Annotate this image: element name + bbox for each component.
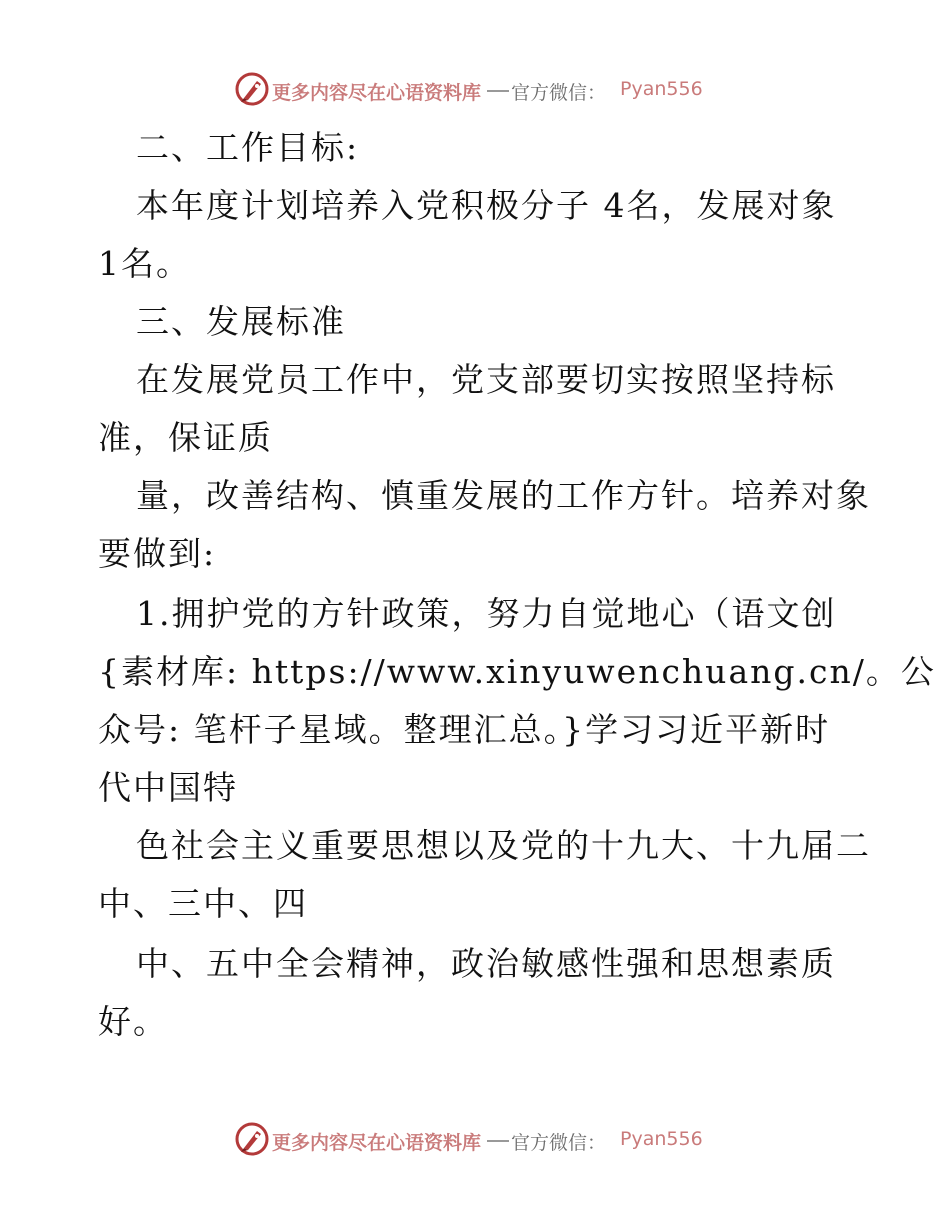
paragraph-line: 好。 [98, 1002, 168, 1041]
section-heading-goals: 二、工作目标: [136, 128, 360, 167]
section-heading-standards: 三、发展标准 [136, 302, 346, 341]
paragraph-line: 1名。 [98, 244, 191, 283]
paragraph-line: 代中国特 [98, 768, 238, 807]
header-banner [0, 70, 950, 110]
footer-banner [0, 1120, 950, 1160]
paragraph-line: {素材库: https://www.xinyuwenchuang.cn/。公 [98, 652, 936, 691]
wechat-label: 官方微信： [511, 82, 607, 104]
paragraph-line: 色社会主义重要思想以及党的十九大、十九届二 [136, 826, 871, 865]
paragraph-line: 本年度计划培养入党积极分子 4名，发展对象 [136, 186, 837, 225]
paragraph-line: 在发展党员工作中，党支部要切实按照坚持标 [136, 360, 836, 399]
site-name-text: 更多内容尽在心语资料库 [272, 82, 482, 104]
paragraph-line: 量，改善结构、慎重发展的工作方针。培养对象 [136, 476, 871, 515]
site-name-text: 更多内容尽在心语资料库 [272, 1132, 482, 1154]
list-item-line: 1.拥护党的方针政策，努力自觉地心（语文创 [136, 594, 837, 633]
wechat-label: 官方微信： [511, 1132, 607, 1154]
paragraph-line: 准，保证质 [98, 418, 273, 457]
pen-logo-icon [235, 1122, 269, 1156]
banner-separator [487, 90, 509, 92]
paragraph-line: 中、三中、四 [98, 884, 308, 923]
paragraph-line: 众号: 笔杆子星域。整理汇总。}学习习近平新时 [98, 710, 831, 749]
pen-logo-icon [235, 72, 269, 106]
wechat-id: Pyan556 [620, 1128, 703, 1150]
paragraph-line: 要做到: [98, 534, 217, 573]
paragraph-line: 中、五中全会精神，政治敏感性强和思想素质 [136, 944, 836, 983]
banner-separator [487, 1140, 509, 1142]
wechat-id: Pyan556 [620, 78, 703, 100]
